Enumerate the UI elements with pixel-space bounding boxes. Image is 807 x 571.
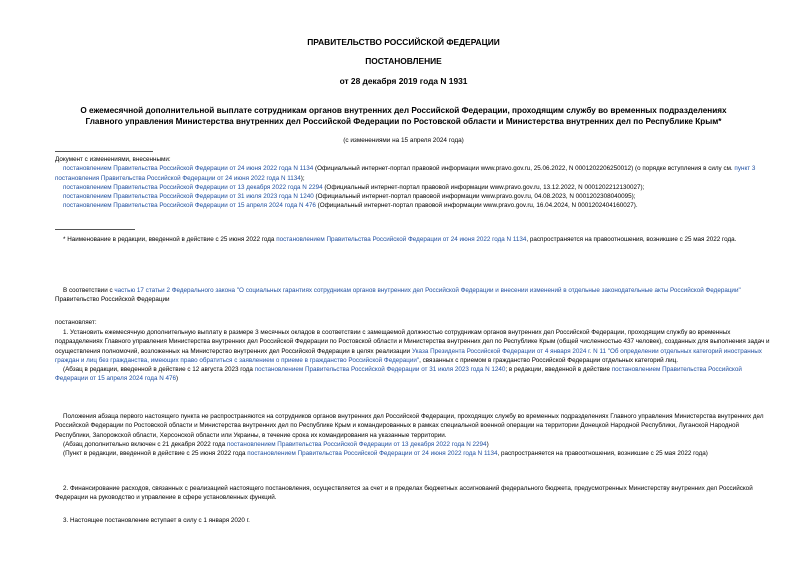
federal-law-link[interactable]: частью 17 статьи 2 Федерального закона "О социальных гарантиях сотрудникам органов внутренних дел Российской Федерации и внесении изменений в отдельные законодательные акты Российской Федерации" — [114, 287, 741, 294]
amendment-item: постановлением Правительства Российской Федерации от 15 апреля 2024 года N 476 (Официальный интернет-портал правовой информации www.pravo.gov.ru, 16.04.2024, N 0001202404160027). — [63, 202, 638, 210]
footnote: * Наименование в редакции, введенной в действие с 25 июня 2022 года постановлением Правительства Российской Федерации от 24 июня 2022 года N 1134, распространяется на правоотношения, возникшие с 25 мая 2022 года. — [63, 236, 737, 243]
decides-label: постановляет: — [55, 319, 97, 326]
presidential-decree-link[interactable]: Указа Президента Российской Федерации от 4 января 2024 г. N 11 "Об определении отдельных категорий иностранных граждан и лиц без гражданства, имеющих право обратиться с заявлением о приеме в гражданство Российской Федерации" — [55, 347, 762, 364]
amendments-list — [55, 155, 773, 211]
point-1-edit-note: (Абзац в редакции, введенной в действие с 12 августа 2023 года постановлением Правительства Российской Федерации от 31 июля 2023 года N 1240; в редакции, введенной в действие постановлением Правительства Российской Федерации от 15 апреля 2024 года N 476) — [55, 366, 742, 383]
point-2: 2. Финансирование расходов, связанных с реализацией настоящего постановления, осуществляется за счет и в пределах бюджетных ассигнований федерального бюджета, предусмотренных Министерству внутренних дел Российской Федерации на руководство и управление в сфере установленных функций. — [55, 485, 753, 502]
amendment-item: постановлением Правительства Российской Федерации от 31 июля 2023 года N 1240 (Официальный интернет-портал правовой информации www.pravo.gov.ru, 04.08.2023, N 0001202308040095); — [63, 193, 636, 201]
doc-type-heading: ПОСТАНОВЛЕНИЕ — [365, 56, 442, 66]
title-line-2: Главного управления Министерства внутренних дел Российской Федерации по Ростовской области и Министерства внутренних дел по Республике Крым* — [85, 116, 722, 126]
amendment-1134-link[interactable]: постановлением Правительства Российской Федерации от 24 июня 2022 года N 1134 — [247, 450, 498, 458]
preamble: В соответствии с частью 17 статьи 2 Федерального закона "О социальных гарантиях сотрудникам органов внутренних дел Российской Федерации и внесении изменений в отдельные законодательные акты Российской Федерации" Правительство Российской Федерации — [55, 287, 741, 304]
date-number: от 28 декабря 2019 года N 1931 — [339, 76, 468, 86]
document-title — [0, 106, 807, 127]
paragraph-added-note: (Абзац дополнительно включен с 21 декабря 2022 года постановлением Правительства Российской Федерации от 13 декабря 2022 года N 2294) — [63, 440, 489, 448]
point-1-paragraph-2: Положения абзаца первого настоящего пункта не распространяются на сотрудников органов внутренних дел Российской Федерации, проходящих службу во временных подразделениях Главного управления Министерства внутренних дел Российской Федерации по Ростовской области и Министерства внутренних дел по Республике Крым и командированных в рамках специальной военной операции на территории Донецкой Народной Республики, Луганской Народной Республики, Запорожской области, Херсонской области или Украины, в течение срока их командирования на указанные территории. (Абзац дополнительно включен с 21 декабря 2022 года постановлением Правительства Российской Федерации от 13 декабря 2022 года N 2294) (Пункт в редакции, введенной в действие с 25 июня 2022 года постановлением Правительства Российской Федерации от 24 июня 2022 года N 1134, распространяется на правоотношения, возникшие с 25 мая 2022 года) — [55, 412, 773, 458]
point-3: 3. Настоящее постановление вступает в силу с 1 января 2020 г. — [63, 517, 250, 524]
amendment-link[interactable]: постановлением Правительства Российской Федерации от 31 июля 2023 года N 1240 — [63, 193, 314, 201]
amendment-2294-link[interactable]: постановлением Правительства Российской Федерации от 13 декабря 2022 года N 2294 — [226, 440, 487, 448]
amendment-item: постановлением Правительства Российской Федерации от 13 декабря 2022 года N 2294 (Официальный интернет-портал правовой информации www.pravo.gov.ru, 13.12.2022, N 0001202212130027); — [63, 183, 645, 191]
amendments-intro: Документ с изменениями, внесенными: — [55, 156, 171, 163]
footnote-link[interactable]: постановлением Правительства Российской Федерации от 24 июня 2022 года N 1134 — [276, 236, 527, 243]
footnote-divider — [55, 229, 135, 230]
point-edit-note: (Пункт в редакции, введенной в действие с 25 июня 2022 года постановлением Правительства Российской Федерации от 24 июня 2022 года N 1134, распространяется на правоотношения, возникшие с 25 мая 2022 года) — [63, 450, 708, 458]
amendment-1240-link[interactable]: постановлением Правительства Российской Федерации от 31 июля 2023 года N 1240 — [254, 366, 506, 374]
title-line-1: О ежемесячной дополнительной выплате сотрудникам органов внутренних дел Российской Федерации, проходящим службу во временных подразделениях — [80, 106, 727, 115]
amendment-476-link[interactable]: постановлением Правительства Российской Федерации от 15 апреля 2024 года N 476 — [55, 366, 742, 383]
government-heading: ПРАВИТЕЛЬСТВО РОССИЙСКОЙ ФЕДЕРАЦИИ — [307, 37, 500, 47]
revision-note: (с изменениями на 15 апреля 2024 года) — [343, 137, 464, 144]
point-1: 1. Установить ежемесячную дополнительную выплату в размере 3 месячных окладов в соответствии с замещаемой должностью сотрудникам органов внутренних дел Российской Федерации, проходящим службу во временных подразделениях Главного управления Министерства внутренних дел Российской Федерации по Ростовской области и Министерства внутренних дел по Республике Крым (общей численностью 437 человек), созданных для выполнения задач и осуществления полномочий, возложенных на Министерство внутренних дел Российской Федерации в целях реализации Указа Президента Российской Федерации от 4 января 2024 г. N 11 "Об определении отдельных категорий иностранных граждан и лиц без гражданства, имеющих право обратиться с заявлением о приеме в гражданство Российской Федерации", связанных с приемом в гражданство Российской Федерации отдельных категорий лиц. (Абзац в редакции, введенной в действие с 12 августа 2023 года постановлением Правительства Российской Федерации от 31 июля 2023 года N 1240; в редакции, введенной в действие постановлением Правительства Российской Федерации от 15 апреля 2024 года N 476) — [55, 328, 773, 384]
amendment-item: постановлением Правительства Российской Федерации от 24 июня 2022 года N 1134 (Официальный интернет-портал правовой информации www.pravo.gov.ru, 25.06.2022, N 0001202206250012) (о порядке вступления в силу см. пункт 3 постановления Правительства Российской Федерации от 24 июня 2022 года N 1134); — [55, 165, 756, 182]
amendment-link[interactable]: постановлением Правительства Российской Федерации от 13 декабря 2022 года N 2294 — [63, 183, 323, 191]
amendment-link[interactable]: постановлением Правительства Российской Федерации от 24 июня 2022 года N 1134 — [63, 165, 314, 173]
amendment-link-point[interactable]: пункт 3 постановления Правительства Российской Федерации от 24 июня 2022 года N 1134 — [55, 165, 756, 182]
amendment-link[interactable]: постановлением Правительства Российской Федерации от 15 апреля 2024 года N 476 — [63, 202, 316, 210]
divider — [55, 151, 153, 152]
